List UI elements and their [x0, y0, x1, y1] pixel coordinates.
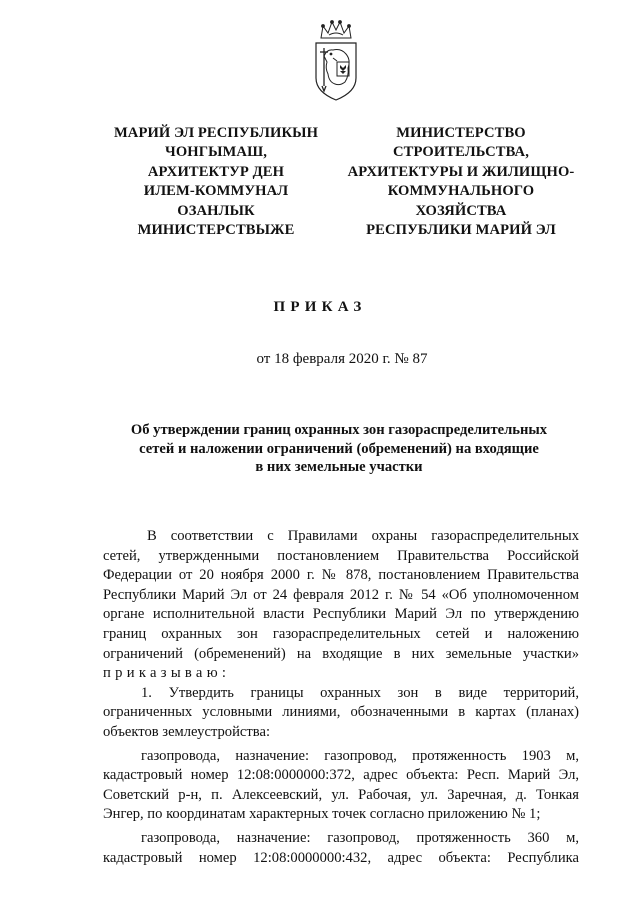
document-body — [103, 527, 579, 868]
header-line: ИЛЕМ-КОММУНАЛ — [143, 183, 289, 200]
header-line: ОЗАНЛЫК — [177, 202, 255, 219]
body-line: Федерации от 20 ноября 2000 г. № 878, постановлением Правительства — [103, 567, 579, 584]
body-line: Энгер, по координатам характерных точек согласно приложению № 1; — [103, 806, 541, 823]
body-line: Республики Марий Эл от 24 февраля 2012 г. № 54 «Об уполномоченном — [103, 586, 579, 603]
header-line: СТРОИТЕЛЬСТВА, — [393, 144, 529, 161]
header-line: РЕСПУБЛИКИ МАРИЙ ЭЛ — [366, 222, 556, 239]
document-title: ПРИКАЗ — [273, 299, 367, 315]
ministry-name-mari — [103, 124, 329, 240]
header-line: ХОЗЯЙСТВА — [415, 202, 507, 219]
header-line: МИНИСТЕРСТВО — [396, 125, 526, 141]
body-line: сетей, утвержденными постановлением Правительства Российской — [103, 547, 579, 564]
body-line: газопровода, назначение: газопровод, протяженность 360 м, — [141, 829, 579, 846]
subject-line: в них земельные участки — [255, 459, 423, 476]
header-line: ЧОНГЫМАШ, — [165, 144, 267, 161]
body-line: кадастровый номер 12:08:0000000:372, адрес объекта: Респ. Марий Эл, — [103, 767, 579, 784]
body-line: объектов землеустройства: — [103, 723, 270, 740]
header-line: АРХИТЕКТУРЫ И ЖИЛИЩНО- — [347, 163, 575, 180]
body-line: кадастровый номер 12:08:0000000:432, адрес объекта: Республика — [103, 849, 579, 866]
prikazyvayu-line: приказываю: — [103, 665, 231, 682]
header-line: МИНИСТЕРСТВЫЖЕ — [137, 222, 295, 239]
body-line: Советский р-н, п. Алексеевский, ул. Рабочая, ул. Заречная, д. Тонкая — [103, 786, 579, 803]
subject-line: Об утверждении границ охранных зон газораспределительных — [130, 422, 548, 438]
header-line: АРХИТЕКТУР ДЕН — [147, 163, 285, 180]
header-line: МАРИЙ ЭЛ РЕСПУБЛИКЫН — [113, 125, 319, 141]
document-subject — [104, 421, 574, 477]
mari-el-coat-of-arms-icon — [307, 16, 365, 102]
body-line: 1. Утвердить границы охранных зон в виде территорий, — [141, 684, 579, 701]
subject-line: сетей и наложении ограничений (обременений) на входящие — [139, 440, 539, 457]
body-line: границ охранных зон газораспределительных сетей и наложению — [103, 625, 579, 642]
header-line: КОММУНАЛЬНОГО — [387, 183, 535, 200]
ministry-name-russian — [343, 124, 579, 240]
body-line: газопровода, назначение: газопровод, протяженность 1903 м, — [141, 747, 579, 764]
body-line: В соответствии с Правилами охраны газораспределительных — [147, 528, 579, 544]
body-line: органе исполнительной власти Республики Марий Эл по утверждению — [103, 606, 579, 623]
body-line: ограниченных условными линиями, обозначенными в картах (планах) — [103, 704, 579, 721]
document-date: от 18 февраля 2020 г. № 87 — [256, 351, 428, 367]
body-line: ограничений (обременений) на входящие в них земельные участки» — [103, 645, 579, 662]
